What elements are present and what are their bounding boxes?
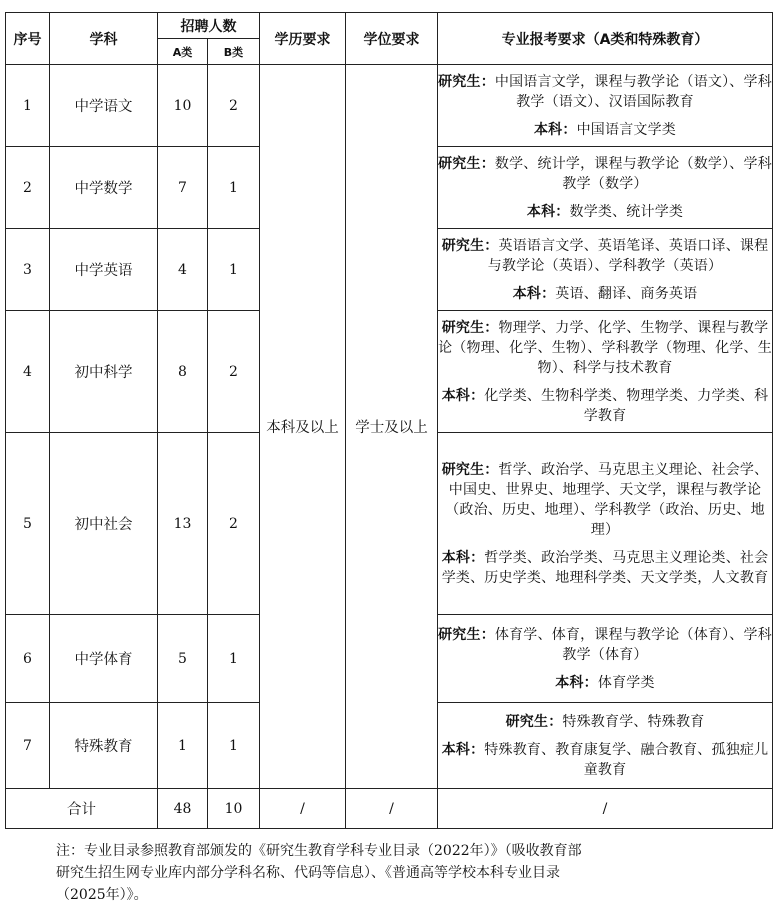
row-b: 2 [208,65,260,147]
header-quota: 招聘人数 [158,13,260,39]
recruitment-table [5,12,773,829]
grad-label: 研究生： [438,626,495,643]
total-b: 10 [208,789,260,829]
row-b: 1 [208,229,260,311]
row-no: 5 [6,433,50,615]
row-subject: 初中科学 [50,311,158,433]
footnote [56,840,756,906]
row-subject: 中学语文 [50,65,158,147]
ug-label: 本科： [441,387,485,404]
row-b: 1 [208,703,260,789]
row-b: 2 [208,311,260,433]
grad-label: 研究生： [438,155,495,172]
row-subject: 特殊教育 [50,703,158,789]
grad-label: 研究生： [438,73,495,90]
grad-majors: 英语语言文学、英语笔译、英语口译、课程与教学论（英语）、学科教学（英语） [487,237,769,274]
row-subject: 中学体育 [50,615,158,703]
ug-label: 本科： [441,741,485,758]
major-requirement [438,311,773,433]
row-no: 4 [6,311,50,433]
grad-label: 研究生： [441,319,499,336]
ug-majors: 中国语言文学类 [576,121,676,138]
row-a: 13 [158,433,208,615]
grad-majors: 数学、统计学，课程与教学论（数学）、学科教学（数学） [494,155,772,192]
total-label: 合计 [6,789,158,829]
education-requirement: 本科及以上 [260,65,346,789]
major-requirement [438,703,773,789]
ug-label: 本科： [533,121,577,138]
row-b: 1 [208,615,260,703]
row-a: 5 [158,615,208,703]
table-row [6,65,773,147]
ug-majors: 哲学类、政治学类、马克思主义理论类、社会学类、历史学类、地理科学类、天文学类，人文教育 [441,549,769,586]
major-requirement [438,433,773,615]
grad-label: 研究生： [441,237,499,254]
row-b: 2 [208,433,260,615]
major-requirement [438,65,773,147]
header-a: A类 [158,39,208,65]
ug-majors: 化学类、生物科学类、物理学类、力学类、科学教育 [484,387,769,424]
footnote-line-2: 研究生招生网专业库内部分学科名称、代码等信息）、《普通高等学校本科专业目录 [56,865,560,881]
total-education: / [260,789,346,829]
header-subject: 学科 [50,13,158,65]
ug-label: 本科： [526,203,570,220]
ug-majors: 体育学类 [597,674,655,691]
ug-label: 本科： [555,674,598,691]
total-degree: / [346,789,438,829]
row-no: 3 [6,229,50,311]
row-a: 7 [158,147,208,229]
header-degree: 学位要求 [346,13,438,65]
ug-label: 本科： [512,285,556,302]
row-no: 2 [6,147,50,229]
ug-majors: 英语、翻译、商务英语 [555,285,698,302]
grad-label: 研究生： [441,461,499,478]
header-seq: 序号 [6,13,50,65]
row-a: 4 [158,229,208,311]
row-no: 1 [6,65,50,147]
grad-majors: 哲学、政治学、马克思主义理论、社会学、中国史、世界史、地理学、天文学，课程与教学论（政治、历史、地理）、学科教学（政治、历史、地理） [445,461,769,538]
grad-majors: 物理学、力学、化学、生物学、课程与教学论（物理、化学、生物）、学科教学（物理、化学、生物）、科学与技术教育 [438,319,772,376]
ug-majors: 数学类、统计学类 [569,203,684,220]
row-no: 6 [6,615,50,703]
row-subject: 初中社会 [50,433,158,615]
grad-majors: 特殊教育学、特殊教育 [562,713,705,730]
footnote-line-1: 注：专业目录参照教育部颁发的《研究生教育学科专业目录（2022年）》（吸收教育部 [56,843,582,859]
grad-majors: 中国语言文学，课程与教学论（语文）、学科教学（语文）、汉语国际教育 [494,73,772,110]
row-a: 10 [158,65,208,147]
total-major: / [438,789,773,829]
row-a: 8 [158,311,208,433]
header-education: 学历要求 [260,13,346,65]
footnote-line-3: （2025年）》。 [56,887,148,903]
header-b: B类 [208,39,260,65]
row-subject: 中学英语 [50,229,158,311]
ug-label: 本科： [441,549,485,566]
row-a: 1 [158,703,208,789]
total-row [6,789,773,829]
major-requirement [438,615,773,703]
row-b: 1 [208,147,260,229]
major-requirement [438,229,773,311]
degree-requirement: 学士及以上 [346,65,438,789]
total-a: 48 [158,789,208,829]
major-requirement [438,147,773,229]
header-major: 专业报考要求（A类和特殊教育） [438,13,773,65]
row-no: 7 [6,703,50,789]
ug-majors: 特殊教育、教育康复学、融合教育、孤独症儿童教育 [484,741,769,778]
grad-majors: 体育学、体育，课程与教学论（体育）、学科教学（体育） [494,626,772,663]
row-subject: 中学数学 [50,147,158,229]
grad-label: 研究生： [505,713,563,730]
